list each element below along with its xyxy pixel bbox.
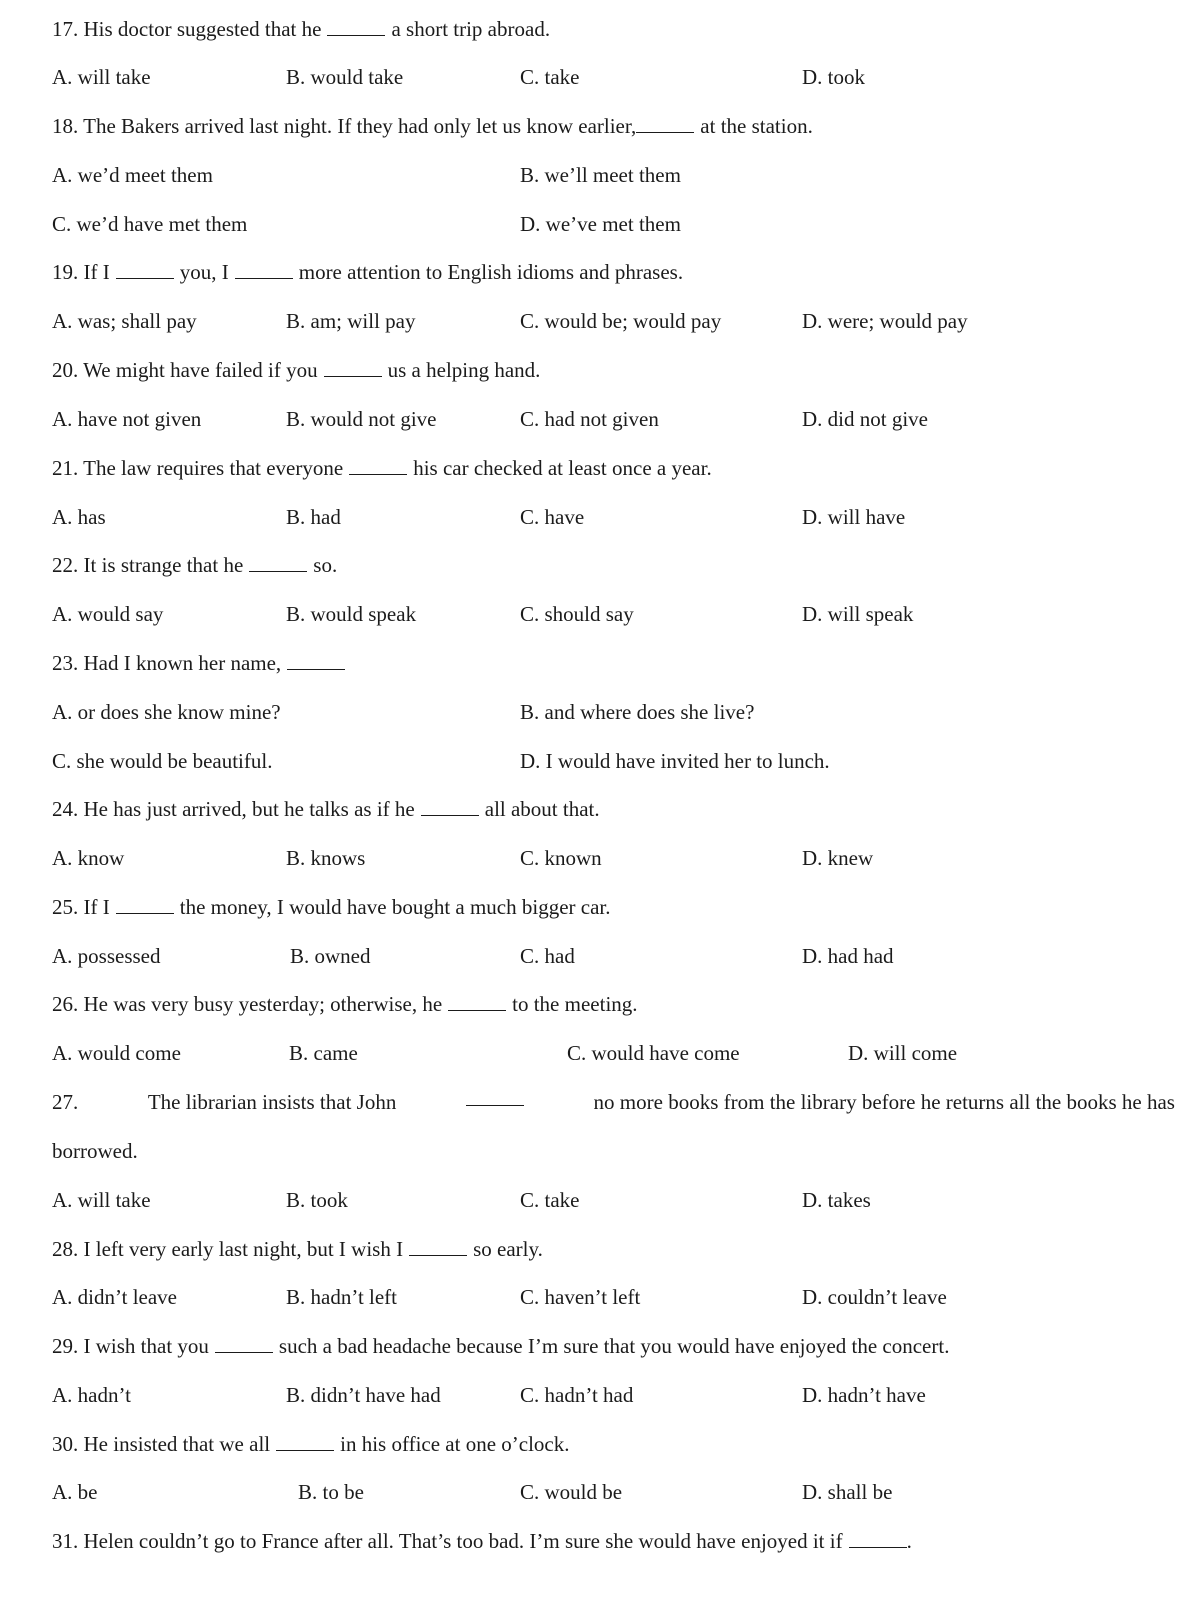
option-c[interactable]: C. had not given [520, 407, 659, 431]
option-d[interactable]: D. we’ve met them [520, 212, 681, 236]
answer-blank [327, 19, 385, 36]
option-d[interactable]: D. couldn’t leave [802, 1285, 947, 1309]
option-c[interactable]: C. take [520, 1188, 580, 1212]
option-d[interactable]: D. hadn’t have [802, 1383, 926, 1407]
option-d[interactable]: D. will have [802, 505, 906, 529]
question-number: 20. [52, 358, 79, 382]
question-stem: The librarian insists that John [147, 1090, 397, 1114]
option-c[interactable]: C. should say [520, 602, 634, 626]
answer-blank [849, 1531, 907, 1548]
option-b[interactable]: B. would not give [286, 407, 437, 431]
answer-blank [636, 116, 694, 133]
question-stem: We might have failed if you [83, 358, 318, 382]
question-number: 21. [52, 456, 79, 480]
option-b[interactable]: B. had [286, 505, 341, 529]
question-number: 27. [52, 1090, 79, 1114]
question-stem: I wish that you [83, 1334, 209, 1358]
answer-blank [349, 458, 407, 475]
answer-blank [409, 1239, 467, 1256]
question-stem-end: so. [313, 553, 338, 577]
question-stem: I left very early last night, but I wish I [83, 1237, 404, 1261]
option-d[interactable]: D. takes [802, 1188, 871, 1212]
question-stem-end: a short trip abroad. [391, 17, 551, 41]
option-a[interactable]: A. has [52, 505, 106, 529]
answer-blank [276, 1434, 334, 1451]
option-b[interactable]: B. took [286, 1188, 348, 1212]
option-b[interactable]: B. came [289, 1041, 358, 1065]
question-29 [52, 1333, 949, 1359]
question-17 [52, 16, 550, 42]
option-d[interactable]: D. knew [802, 846, 874, 870]
question-stem: He insisted that we all [83, 1432, 271, 1456]
question-stem-end: the money, I would have bought a much bigger car. [179, 895, 611, 919]
option-c[interactable]: C. she would be beautiful. [52, 749, 273, 773]
option-a[interactable]: A. or does she know mine? [52, 700, 281, 724]
option-b[interactable]: B. hadn’t left [286, 1285, 398, 1309]
question-stem: Helen couldn’t go to France after all. That’s too bad. I’m sure she would have enjoyed it if [83, 1529, 843, 1553]
question-number: 22. [52, 553, 79, 577]
option-b[interactable]: B. and where does she live? [520, 700, 755, 724]
question-stem: He was very busy yesterday; otherwise, he [83, 992, 443, 1016]
question-stem: The law requires that everyone [83, 456, 344, 480]
answer-blank-2 [235, 262, 293, 279]
question-31 [52, 1528, 912, 1554]
option-c[interactable]: C. would be; would pay [520, 309, 722, 333]
question-stem-end: us a helping hand. [387, 358, 541, 382]
question-28 [52, 1236, 543, 1262]
option-a[interactable]: A. will take [52, 65, 151, 89]
answer-blank [448, 994, 506, 1011]
option-a[interactable]: A. hadn’t [52, 1383, 131, 1407]
question-stem: If I [83, 895, 110, 919]
question-27-continuation: borrowed. [52, 1139, 138, 1163]
question-26 [52, 991, 638, 1017]
question-21 [52, 455, 712, 481]
option-b[interactable]: B. to be [298, 1480, 364, 1504]
option-b[interactable]: B. owned [290, 944, 371, 968]
option-c[interactable]: C. have [520, 505, 585, 529]
question-stem-end: at the station. [700, 114, 813, 138]
question-stem: It is strange that he [83, 553, 244, 577]
question-25 [52, 894, 611, 920]
option-a[interactable]: A. be [52, 1480, 98, 1504]
option-c[interactable]: C. take [520, 65, 580, 89]
question-stem-end: such a bad headache because I’m sure that you would have enjoyed the concert. [278, 1334, 950, 1358]
question-number: 17. [52, 17, 79, 41]
option-a[interactable]: A. would come [52, 1041, 181, 1065]
question-stem: If I [83, 260, 110, 284]
option-c[interactable]: C. we’d have met them [52, 212, 248, 236]
option-c[interactable]: C. would be [520, 1480, 623, 1504]
question-number: 23. [52, 651, 79, 675]
option-a[interactable]: A. was; shall pay [52, 309, 197, 333]
option-d[interactable]: D. took [802, 65, 865, 89]
question-number: 29. [52, 1334, 79, 1358]
question-number: 18. [52, 114, 79, 138]
question-stem-end: to the meeting. [512, 992, 638, 1016]
answer-blank [421, 799, 479, 816]
question-19 [52, 259, 683, 285]
option-a[interactable]: A. know [52, 846, 125, 870]
question-stem-mid: you, I [179, 260, 229, 284]
option-d[interactable]: D. will come [848, 1041, 958, 1065]
question-number: 31. [52, 1529, 79, 1553]
option-b[interactable]: B. would speak [286, 602, 417, 626]
question-24 [52, 796, 600, 822]
answer-blank [249, 555, 307, 572]
option-d[interactable]: D. had had [802, 944, 894, 968]
question-number: 24. [52, 797, 79, 821]
question-22 [52, 552, 337, 578]
option-c[interactable]: C. hadn’t had [520, 1383, 634, 1407]
question-stem-end: so early. [473, 1237, 543, 1261]
option-a[interactable]: A. didn’t leave [52, 1285, 177, 1309]
question-stem-end: all about that. [484, 797, 600, 821]
question-number: 28. [52, 1237, 79, 1261]
question-20 [52, 357, 540, 383]
question-number: 19. [52, 260, 79, 284]
option-c[interactable]: C. known [520, 846, 602, 870]
option-b[interactable]: B. would take [286, 65, 404, 89]
answer-blank [116, 897, 174, 914]
option-d[interactable]: D. shall be [802, 1480, 893, 1504]
option-d[interactable]: D. I would have invited her to lunch. [520, 749, 830, 773]
answer-blank [287, 653, 345, 670]
question-number: 30. [52, 1432, 79, 1456]
option-a[interactable]: A. will take [52, 1188, 151, 1212]
option-b[interactable]: B. knows [286, 846, 366, 870]
option-c[interactable]: C. had [520, 944, 575, 968]
question-23 [52, 650, 351, 676]
question-18 [52, 113, 813, 139]
question-27 [52, 1089, 1175, 1115]
option-b[interactable]: B. didn’t have had [286, 1383, 441, 1407]
option-b[interactable]: B. am; will pay [286, 309, 416, 333]
option-c[interactable]: C. would have come [567, 1041, 740, 1065]
question-30 [52, 1431, 570, 1457]
option-a[interactable]: A. possessed [52, 944, 161, 968]
option-d[interactable]: D. were; would pay [802, 309, 968, 333]
option-b[interactable]: B. we’ll meet them [520, 163, 681, 187]
question-stem: The Bakers arrived last night. If they had only let us know earlier, [83, 114, 637, 138]
question-stem: He has just arrived, but he talks as if he [83, 797, 415, 821]
question-stem-end: more attention to English idioms and phrases. [298, 260, 684, 284]
question-number: 26. [52, 992, 79, 1016]
option-d[interactable]: D. did not give [802, 407, 928, 431]
question-stem-end: his car checked at least once a year. [413, 456, 712, 480]
option-a[interactable]: A. would say [52, 602, 164, 626]
option-d[interactable]: D. will speak [802, 602, 914, 626]
question-stem: His doctor suggested that he [83, 17, 322, 41]
answer-blank [324, 360, 382, 377]
option-a[interactable]: A. we’d meet them [52, 163, 213, 187]
question-stem-end: . [906, 1529, 912, 1553]
question-stem: Had I known her name, [83, 651, 282, 675]
question-number: 25. [52, 895, 79, 919]
option-a[interactable]: A. have not given [52, 407, 202, 431]
question-stem-end: in his office at one o’clock. [340, 1432, 570, 1456]
option-c[interactable]: C. haven’t left [520, 1285, 641, 1309]
answer-blank [215, 1336, 273, 1353]
question-stem-end: no more books from the library before he returns all the books he has [593, 1090, 1175, 1114]
answer-blank-1 [116, 262, 174, 279]
answer-blank [466, 1089, 524, 1106]
